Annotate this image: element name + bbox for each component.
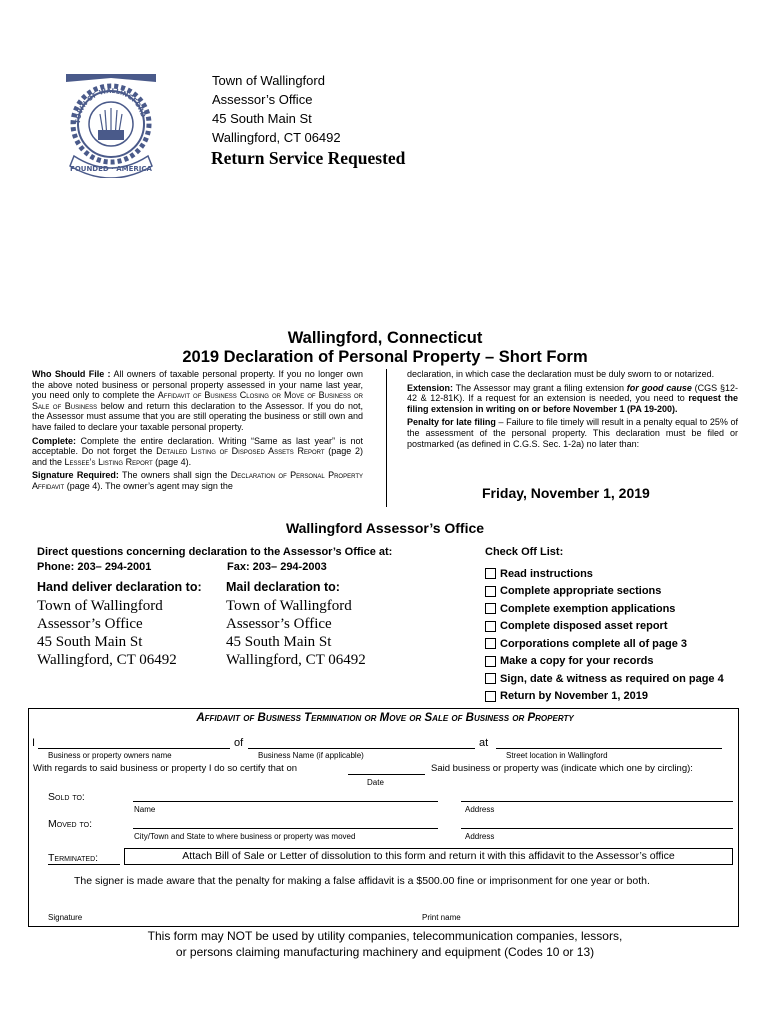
- sold-to-label: Sold to:: [48, 791, 85, 803]
- return-address: [212, 71, 341, 147]
- affidavit-title: Affidavit of Business Termination or Move or Sale of Business or Property: [196, 712, 574, 724]
- owner-name-field[interactable]: [38, 748, 230, 749]
- of-label: of: [234, 737, 244, 749]
- hand-deliver-line3: 45 South Main St: [37, 634, 143, 650]
- checkbox[interactable]: [485, 568, 496, 579]
- checklist-item[interactable]: [485, 688, 724, 706]
- checklist-item[interactable]: [485, 670, 724, 688]
- checklist-item-label: Complete appropriate sections: [500, 585, 662, 598]
- phone-number: Phone: 203– 294-2001: [37, 561, 152, 573]
- terminated-box: [124, 848, 733, 865]
- mail-block: [226, 580, 366, 669]
- address-caption: Address: [465, 832, 495, 841]
- terminated-label: Terminated:: [48, 852, 99, 864]
- town-seal-logo: [60, 68, 162, 178]
- mail-line4: Wallingford, CT 06492: [226, 652, 366, 668]
- complete-text2: (page 2) and the: [32, 446, 363, 467]
- name-caption: Name: [134, 805, 156, 814]
- regards-text: With regards to said business or property I do so certify that on: [33, 763, 298, 774]
- mail-heading: Mail declaration to:: [226, 580, 340, 594]
- business-name-field[interactable]: [248, 748, 475, 749]
- assessor-office-heading: Wallingford Assessor’s Office: [285, 520, 485, 536]
- extension-text: The Assessor may grant a filing extension: [455, 382, 624, 393]
- false-affidavit-penalty: The signer is made aware that the penalty for making a false affidavit is a $500.00 fine or imprisonment for one year or both.: [74, 875, 650, 887]
- checklist-item[interactable]: [485, 583, 724, 601]
- hand-deliver-line1: Town of Wallingford: [37, 598, 163, 614]
- seal-ring-text: TOWN OF WALLINGFORD ·: [73, 86, 148, 125]
- checklist-item[interactable]: [485, 565, 724, 583]
- terminated-underline: [48, 864, 120, 865]
- checkbox[interactable]: [485, 586, 496, 597]
- extension-label: Extension:: [407, 382, 454, 393]
- check-off-list-heading: Check Off List:: [485, 546, 564, 558]
- address-caption: Address: [465, 805, 495, 814]
- extension-text2: (CGS §12-42 & 12-81K). If a request for an extension is needed, you need to: [407, 382, 738, 404]
- checkbox[interactable]: [485, 603, 496, 614]
- checklist-item-label: Complete exemption applications: [500, 602, 676, 615]
- checklist-item[interactable]: [485, 653, 724, 671]
- form-title-line2: 2019 Declaration of Personal Property – Short Form: [182, 348, 588, 366]
- footer-line1: This form may NOT be used by utility companies, telecommunication companies, lessors,: [147, 929, 623, 943]
- column-divider: [386, 369, 387, 507]
- lessee-listing-reference: Lessee’s Listing Report: [64, 456, 153, 467]
- check-off-list: [485, 546, 724, 705]
- return-address-line4: Wallingford, CT 06492: [212, 130, 341, 145]
- direct-questions-text: Direct questions concerning declaration to the Assessor’s Office at:: [37, 546, 393, 558]
- print-name-caption: Print name: [422, 913, 461, 922]
- return-address-line1: Town of Wallingford: [212, 73, 325, 88]
- complete-text: Complete the entire declaration. Writing “Same as last year” is not acceptable. Do not forget the: [32, 435, 363, 457]
- hand-deliver-line2: Assessor’s Office: [37, 616, 143, 632]
- penalty-label: Penalty for late filing: [407, 417, 496, 428]
- seal-ribbon-text: FOUNDED · AMERICA: [70, 165, 152, 173]
- business-name-caption: Business Name (if applicable): [258, 751, 364, 760]
- affidavit-box: [28, 708, 739, 927]
- signature-caption: Signature: [48, 913, 83, 922]
- penalty-text: – Failure to file timely will result in a penalty equal to 25% of the assessment of the personal property. This declaration must be filed or postmarked (as defined in C.G.S. Sec. 1-2a) no later than:: [407, 417, 738, 449]
- checkbox[interactable]: [485, 673, 496, 684]
- checkbox[interactable]: [485, 656, 496, 667]
- footer-line2: or persons claiming manufacturing machinery and equipment (Codes 10 or 13): [175, 945, 595, 959]
- moved-address-field[interactable]: [461, 828, 733, 829]
- signature-text: The owners shall sign the: [122, 470, 228, 481]
- checklist-item-label: Return by November 1, 2019: [500, 690, 648, 703]
- moved-city-field[interactable]: [133, 828, 438, 829]
- mail-line1: Town of Wallingford: [226, 598, 352, 614]
- extension-emphasis: for good cause: [626, 382, 692, 393]
- affidavit-reference: Affidavit of Business Closing or Move of Business or Sale of Business: [32, 390, 363, 411]
- who-should-file-text: All owners of taxable personal property. If you no longer own the above noted business or personal property assessed in your name last year, you need only to complete the: [32, 369, 363, 401]
- instructions-right-column: [407, 369, 738, 452]
- checklist-item[interactable]: [485, 600, 724, 618]
- sold-address-field[interactable]: [461, 801, 733, 802]
- extension-bold-text: request the filing extension in writing on or before November 1 (PA 19-200).: [407, 393, 738, 414]
- date-field[interactable]: [348, 774, 425, 775]
- at-label: at: [479, 737, 489, 749]
- street-location-caption: Street location in Wallingford: [506, 751, 608, 760]
- checkbox[interactable]: [485, 638, 496, 649]
- city-caption: City/Town and State to where business or property was moved: [134, 832, 356, 841]
- checklist-item[interactable]: [485, 618, 724, 636]
- disposed-assets-reference: Detailed Listing of Disposed Assets Report: [156, 446, 325, 457]
- instructions-left-column: [32, 369, 363, 495]
- owner-name-caption: Business or property owners name: [48, 751, 172, 760]
- checklist-item-label: Complete disposed asset report: [500, 620, 668, 633]
- return-address-line2: Assessor’s Office: [212, 92, 313, 107]
- signature-required-label: Signature Required:: [32, 470, 119, 481]
- moved-to-label: Moved to:: [48, 818, 93, 830]
- date-caption: Date: [367, 778, 384, 787]
- return-address-line3: 45 South Main St: [212, 111, 312, 126]
- complete-label: Complete:: [32, 435, 77, 446]
- mail-line2: Assessor’s Office: [226, 616, 332, 632]
- checkbox[interactable]: [485, 621, 496, 632]
- signature-text2: (page 4). The owner’s agent may sign the: [66, 480, 233, 491]
- sold-name-field[interactable]: [133, 801, 438, 802]
- said-text: Said business or property was (indicate which one by circling):: [431, 763, 693, 774]
- checklist-item[interactable]: [485, 635, 724, 653]
- hand-deliver-line4: Wallingford, CT 06492: [37, 652, 177, 668]
- checkbox[interactable]: [485, 691, 496, 702]
- who-should-file-label: Who Should File :: [32, 369, 111, 379]
- mail-line3: 45 South Main St: [226, 634, 332, 650]
- checklist-item-label: Read instructions: [500, 567, 593, 580]
- who-should-file-text2: below and return this declaration to the Assessor. If you do not, the Assessor must assume that you are still operating the business or still own and have failed to declare your taxable personal property.: [32, 400, 363, 432]
- checklist-item-label: Make a copy for your records: [500, 655, 654, 668]
- hand-deliver-block: [37, 580, 202, 669]
- fax-number: Fax: 203– 294-2003: [227, 561, 327, 573]
- complete-text3: (page 4).: [155, 456, 192, 467]
- due-date: Friday, November 1, 2019: [482, 485, 650, 501]
- hand-deliver-heading: Hand deliver declaration to:: [37, 580, 202, 594]
- i-label: I: [32, 737, 36, 749]
- declaration-continued: declaration, in which case the declaration must be duly sworn to or notarized.: [407, 369, 715, 379]
- street-location-field[interactable]: [496, 748, 722, 749]
- form-title-line1: Wallingford, Connecticut: [287, 329, 483, 347]
- terminated-text: Attach Bill of Sale or Letter of dissolution to this form and return it with this affidavit to the Assessor’s office: [182, 850, 675, 862]
- declaration-affidavit-reference: Declaration of Personal Property Affidavit: [32, 470, 363, 491]
- return-service-requested: Return Service Requested: [211, 148, 406, 168]
- checklist-item-label: Corporations complete all of page 3: [500, 637, 688, 650]
- checklist-item-label: Sign, date & witness as required on page 4: [500, 672, 724, 685]
